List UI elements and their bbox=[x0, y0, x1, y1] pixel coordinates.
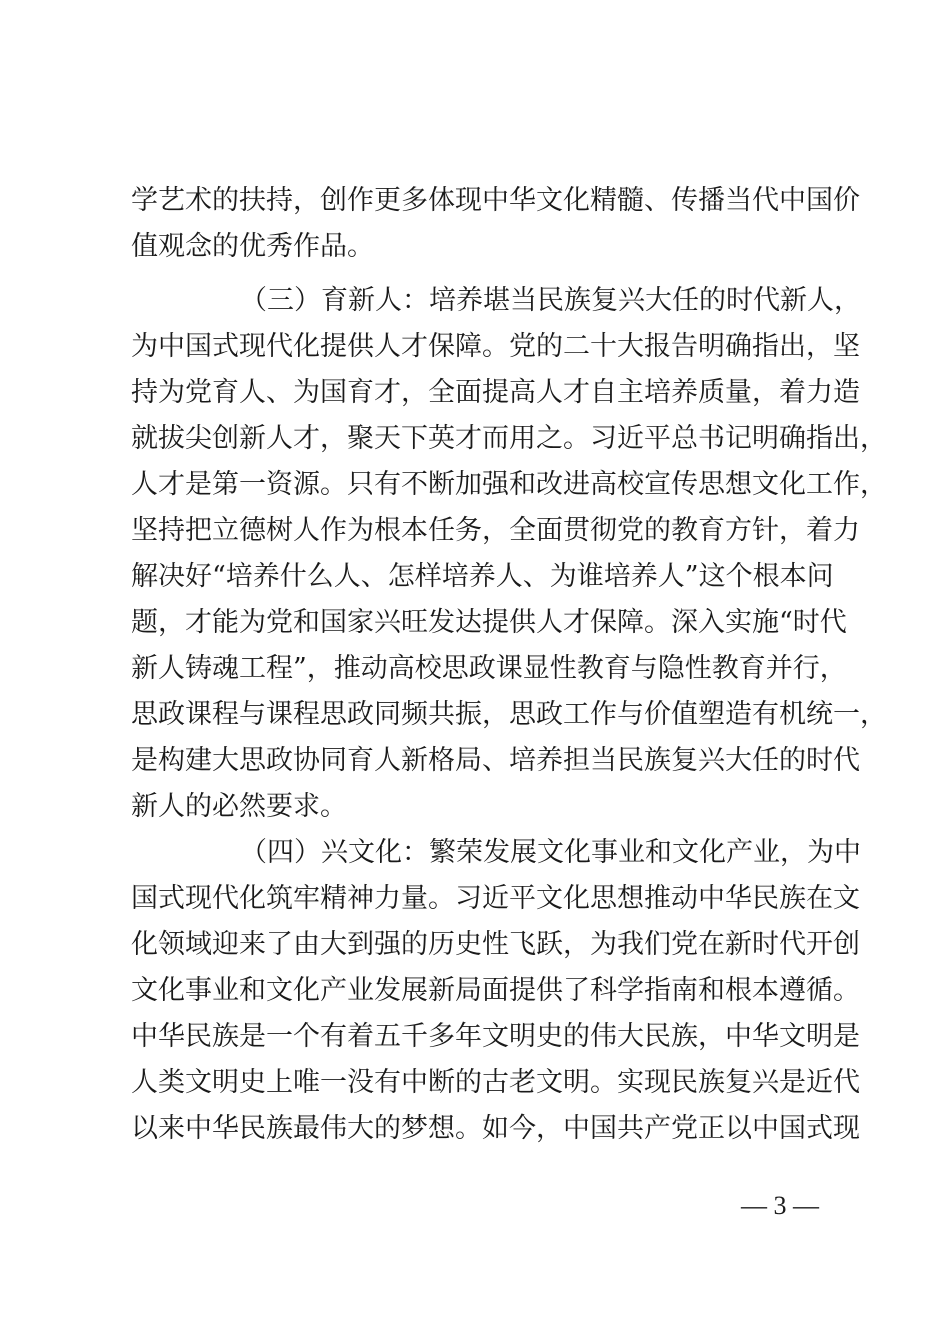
text-line: 就拔尖创新人才，聚天下英才而用之。习近平总书记明确指出， bbox=[131, 423, 887, 454]
text-line: 题，才能为党和国家兴旺发达提供人才保障。深入实施“时代 bbox=[131, 607, 847, 638]
page-number: — 3 — bbox=[741, 1191, 819, 1220]
text-line: 持为党育人、为国育才，全面提高人才自主培养质量，着力造 bbox=[131, 377, 860, 408]
text-line: 是构建大思政协同育人新格局、培养担当民族复兴大任的时代 bbox=[131, 745, 860, 776]
text-line: 文化事业和文化产业发展新局面提供了科学指南和根本遵循。 bbox=[131, 975, 860, 1006]
text-line: 以来中华民族最伟大的梦想。如今，中国共产党正以中国式现 bbox=[131, 1113, 860, 1144]
text-line: 为中国式现代化提供人才保障。党的二十大报告明确指出，坚 bbox=[131, 331, 860, 362]
text-line: 新人铸魂工程”，推动高校思政课显性教育与隐性教育并行， bbox=[131, 653, 847, 684]
text-line: 新人的必然要求。 bbox=[131, 791, 347, 822]
text-line: 国式现代化筑牢精神力量。习近平文化思想推动中华民族在文 bbox=[131, 883, 860, 914]
section-heading-3: （三）育新人：培养堪当民族复兴大任的时代新人， bbox=[240, 285, 861, 316]
text-line: 人类文明史上唯一没有中断的古老文明。实现民族复兴是近代 bbox=[131, 1067, 860, 1098]
text-line: 值观念的优秀作品。 bbox=[131, 231, 374, 262]
text-line: 化领域迎来了由大到强的历史性飞跃，为我们党在新时代开创 bbox=[131, 929, 860, 960]
section-heading-4: （四）兴文化：繁荣发展文化事业和文化产业，为中 bbox=[240, 837, 861, 868]
text-line: 思政课程与课程思政同频共振，思政工作与价值塑造有机统一， bbox=[131, 699, 887, 730]
text-line: 学艺术的扶持，创作更多体现中华文化精髓、传播当代中国价 bbox=[131, 185, 860, 216]
text-line: 中华民族是一个有着五千多年文明史的伟大民族，中华文明是 bbox=[131, 1021, 860, 1052]
text-line: 人才是第一资源。只有不断加强和改进高校宣传思想文化工作， bbox=[131, 469, 887, 500]
text-line: 坚持把立德树人作为根本任务，全面贯彻党的教育方针，着力 bbox=[131, 515, 860, 546]
text-line: 解决好“培养什么人、怎样培养人、为谁培养人”这个根本问 bbox=[131, 561, 834, 592]
